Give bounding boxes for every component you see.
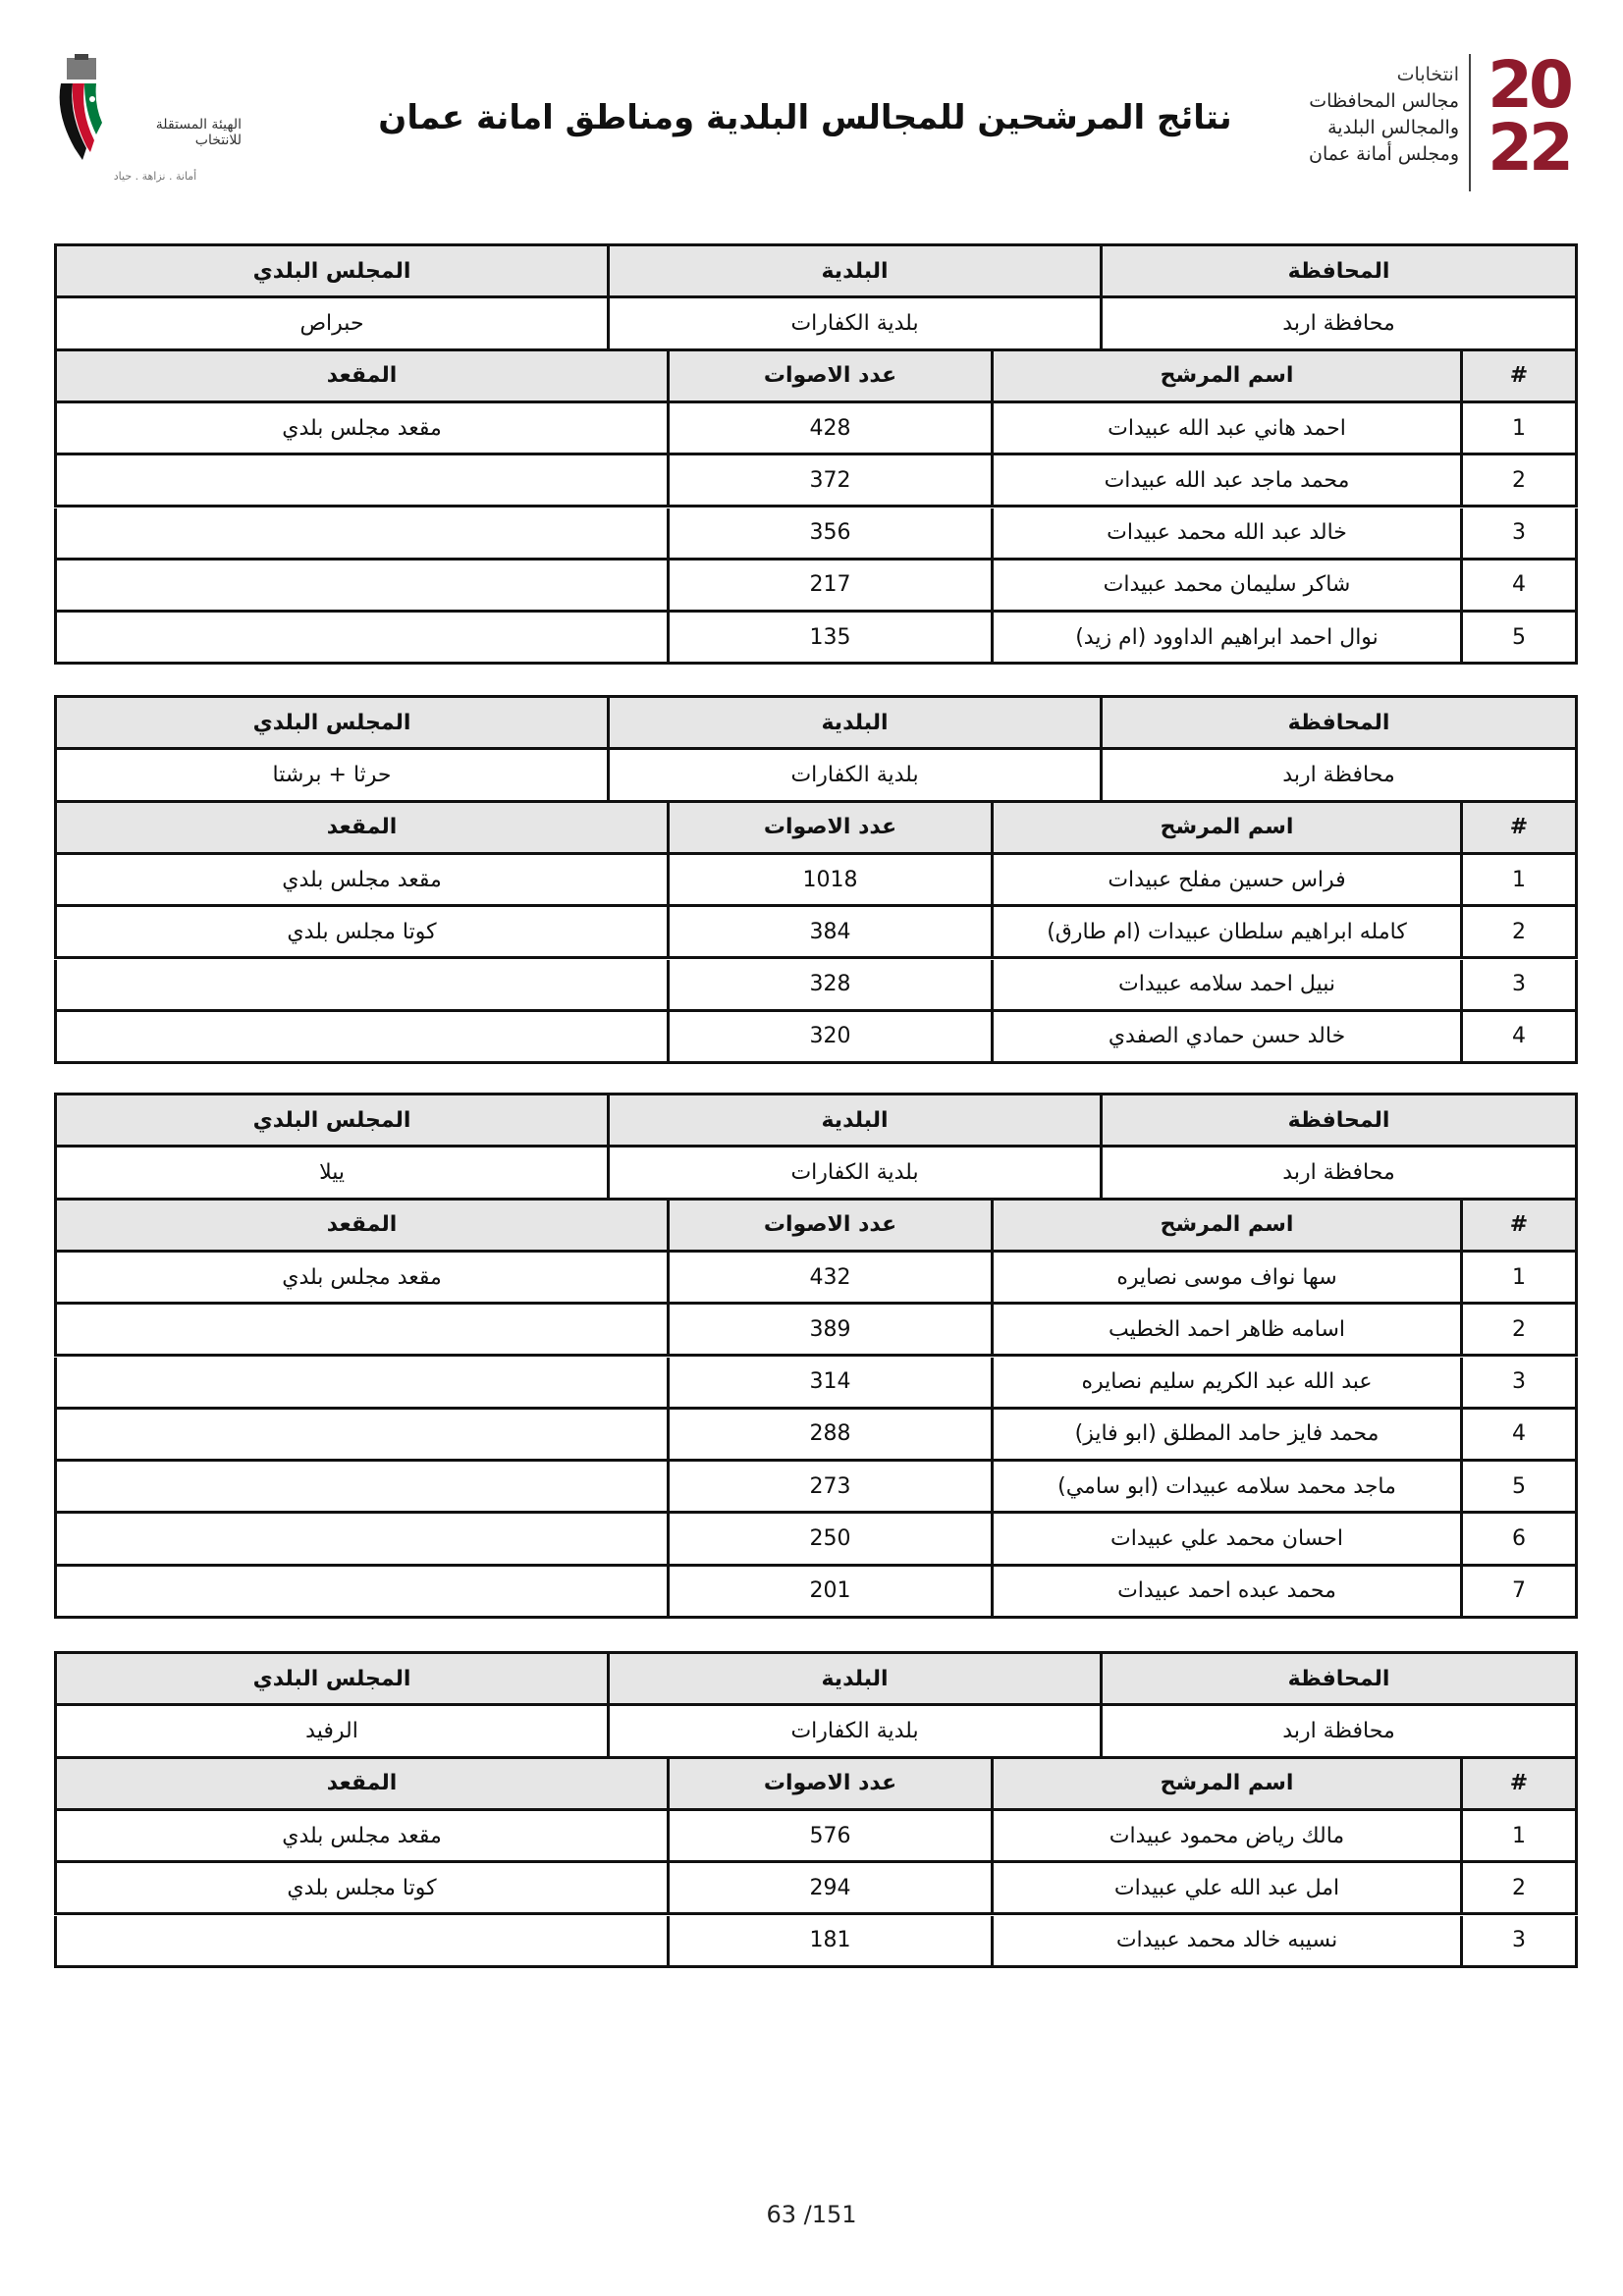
index-cell: 1: [1460, 855, 1575, 904]
candidate-name-cell: اسامه ظاهر احمد الخطيب: [991, 1305, 1460, 1354]
seat-cell: [57, 1916, 667, 1965]
index-cell: 3: [1460, 1358, 1575, 1407]
seat-cell: [57, 1514, 667, 1563]
index-cell: 2: [1460, 455, 1575, 505]
seat-cell: [57, 455, 667, 505]
table-row: [54, 1462, 1578, 1514]
seat-cell: [57, 1410, 667, 1459]
votes-header: عدد الاصوات: [667, 1759, 991, 1808]
table-info-values: [54, 1706, 1578, 1758]
seat-cell: [57, 561, 667, 610]
seat-header: المقعد: [326, 815, 398, 840]
index-cell: 2: [1460, 907, 1575, 956]
table-row: [54, 1305, 1578, 1357]
iec-logo: [53, 54, 249, 191]
municipality-value: بلدية الكفارات: [607, 1148, 1100, 1197]
votes-header: عدد الاصوات: [667, 803, 991, 852]
elections-2022-logo: [1296, 47, 1581, 191]
table-row: [54, 1811, 1578, 1863]
council-value: الرفيد: [305, 1718, 358, 1743]
council-value: حرثا + برشتا: [272, 762, 392, 787]
table-column-header: [54, 351, 1578, 403]
table-column-header: [54, 1201, 1578, 1253]
votes-cell: 314: [667, 1358, 991, 1407]
index-cell: 1: [1460, 1811, 1575, 1860]
candidate-name-cell: ماجد محمد سلامه عبيدات (ابو سامي): [991, 1462, 1460, 1511]
seat-cell: مقعد مجلس بلدي: [282, 867, 442, 892]
index-cell: 4: [1460, 1012, 1575, 1061]
seat-cell: [57, 1358, 667, 1407]
index-header: #: [1460, 1201, 1575, 1250]
table-info-header: [54, 243, 1578, 298]
seat-cell: كوتا مجلس بلدي: [287, 1875, 437, 1900]
index-header: #: [1460, 803, 1575, 852]
candidate-header: اسم المرشح: [991, 1201, 1460, 1250]
candidate-name-cell: خالد عبد الله محمد عبيدات: [991, 508, 1460, 558]
index-cell: 4: [1460, 1410, 1575, 1459]
table-info-header: [54, 1651, 1578, 1706]
votes-cell: 273: [667, 1462, 991, 1511]
votes-cell: 328: [667, 960, 991, 1009]
council-label: المجلس البلدي: [252, 710, 411, 735]
table-row: [54, 1567, 1578, 1619]
candidate-name-cell: محمد عبده احمد عبيدات: [991, 1567, 1460, 1616]
table-column-header: [54, 1759, 1578, 1811]
table-row: [54, 455, 1578, 507]
index-cell: 7: [1460, 1567, 1575, 1616]
elections-caption: انتخابات مجالس المحافظات والمجالس البلدية ومجلس أمانة عمان: [1309, 64, 1459, 165]
table-row: [54, 561, 1578, 613]
table-row: [54, 1253, 1578, 1305]
seat-cell: مقعد مجلس بلدي: [282, 1823, 442, 1848]
municipality-label: البلدية: [607, 1095, 1100, 1145]
table-row: [54, 1514, 1578, 1566]
governorate-label: المحافظة: [1100, 1095, 1575, 1145]
table-row: [54, 508, 1578, 561]
candidate-name-cell: كامله ابراهيم سلطان عبيدات (ام طارق): [991, 907, 1460, 956]
table-row: [54, 1410, 1578, 1462]
iec-motto: أمانة . نزاهة . حياد: [113, 170, 197, 183]
index-cell: 3: [1460, 960, 1575, 1009]
council-label: المجلس البلدي: [252, 1107, 411, 1133]
index-header: #: [1460, 351, 1575, 400]
candidate-name-cell: محمد فايز حامد المطلق (ابو فايز): [991, 1410, 1460, 1459]
council-label: المجلس البلدي: [252, 258, 411, 284]
seat-cell: مقعد مجلس بلدي: [282, 1264, 442, 1290]
index-cell: 6: [1460, 1514, 1575, 1563]
seat-header: المقعد: [326, 1212, 398, 1238]
table-info-values: [54, 298, 1578, 350]
seat-cell: [57, 613, 667, 662]
votes-cell: 135: [667, 613, 991, 662]
index-cell: 5: [1460, 1462, 1575, 1511]
seat-cell: [57, 1012, 667, 1061]
candidate-name-cell: سها نواف موسى نصايره: [991, 1253, 1460, 1302]
candidate-name-cell: خالد حسن حمادي الصفدي: [991, 1012, 1460, 1061]
index-cell: 5: [1460, 613, 1575, 662]
page-number: 63 /151: [766, 2201, 857, 2228]
governorate-value: محافظة اربد: [1100, 750, 1575, 799]
municipality-label: البلدية: [607, 246, 1100, 295]
iec-name: الهيئة المستقلة للانتخاب: [155, 117, 242, 148]
ballot-box-flag-icon: [53, 54, 112, 162]
candidate-header: اسم المرشح: [991, 803, 1460, 852]
candidate-name-cell: احسان محمد علي عبيدات: [991, 1514, 1460, 1563]
year-mark: 20 22: [1488, 47, 1570, 186]
index-cell: 1: [1460, 1253, 1575, 1302]
seat-cell: [57, 1305, 667, 1354]
candidate-name-cell: شاكر سليمان محمد عبيدات: [991, 561, 1460, 610]
table-row: [54, 960, 1578, 1012]
governorate-value: محافظة اربد: [1100, 298, 1575, 347]
index-cell: 2: [1460, 1305, 1575, 1354]
table-row: [54, 855, 1578, 907]
candidate-name-cell: احمد هاني عبد الله عبيدات: [991, 403, 1460, 453]
votes-cell: 428: [667, 403, 991, 453]
governorate-value: محافظة اربد: [1100, 1148, 1575, 1197]
candidate-name-cell: امل عبد الله علي عبيدات: [991, 1863, 1460, 1912]
votes-cell: 372: [667, 455, 991, 505]
votes-cell: 576: [667, 1811, 991, 1860]
candidate-name-cell: فراس حسين مفلح عبيدات: [991, 855, 1460, 904]
index-cell: 1: [1460, 403, 1575, 453]
votes-cell: 181: [667, 1916, 991, 1965]
votes-cell: 217: [667, 561, 991, 610]
votes-cell: 320: [667, 1012, 991, 1061]
council-value: حبراص: [299, 310, 364, 336]
municipality-label: البلدية: [607, 1654, 1100, 1703]
seat-cell: مقعد مجلس بلدي: [282, 415, 442, 441]
votes-header: عدد الاصوات: [667, 351, 991, 400]
council-label: المجلس البلدي: [252, 1666, 411, 1691]
divider: [1469, 54, 1471, 191]
candidate-header: اسم المرشح: [991, 1759, 1460, 1808]
votes-cell: 201: [667, 1567, 991, 1616]
council-value: ييلا: [319, 1159, 345, 1185]
seat-header: المقعد: [326, 1771, 398, 1796]
candidate-name-cell: نسيبه خالد محمد عبيدات: [991, 1916, 1460, 1965]
table-info-values: [54, 1148, 1578, 1200]
votes-cell: 432: [667, 1253, 991, 1302]
candidate-name-cell: محمد ماجد عبد الله عبيدات: [991, 455, 1460, 505]
municipality-label: البلدية: [607, 698, 1100, 747]
governorate-label: المحافظة: [1100, 698, 1575, 747]
seat-cell: [57, 960, 667, 1009]
seat-header: المقعد: [326, 363, 398, 389]
table-row: [54, 907, 1578, 959]
index-header: #: [1460, 1759, 1575, 1808]
index-cell: 2: [1460, 1863, 1575, 1912]
governorate-label: المحافظة: [1100, 1654, 1575, 1703]
page-title: نتائج المرشحين للمجالس البلدية ومناطق امانة عمان: [378, 98, 1232, 137]
table-info-header: [54, 695, 1578, 750]
table-row: [54, 403, 1578, 455]
seat-cell: [57, 1567, 667, 1616]
municipality-value: بلدية الكفارات: [607, 1706, 1100, 1755]
candidate-header: اسم المرشح: [991, 351, 1460, 400]
votes-cell: 294: [667, 1863, 991, 1912]
table-row: [54, 1012, 1578, 1064]
governorate-value: محافظة اربد: [1100, 1706, 1575, 1755]
votes-cell: 356: [667, 508, 991, 558]
seat-cell: كوتا مجلس بلدي: [287, 919, 437, 944]
candidate-name-cell: نبيل احمد سلامه عبيدات: [991, 960, 1460, 1009]
table-row: [54, 1863, 1578, 1915]
votes-header: عدد الاصوات: [667, 1201, 991, 1250]
candidate-name-cell: مالك رياض محمود عبيدات: [991, 1811, 1460, 1860]
table-column-header: [54, 803, 1578, 855]
candidate-name-cell: نوال احمد ابراهيم الداوود (ام زيد): [991, 613, 1460, 662]
votes-cell: 384: [667, 907, 991, 956]
candidate-name-cell: عبد الله عبد الكريم سليم نصايره: [991, 1358, 1460, 1407]
table-row: [54, 1916, 1578, 1968]
votes-cell: 1018: [667, 855, 991, 904]
index-cell: 3: [1460, 508, 1575, 558]
votes-cell: 389: [667, 1305, 991, 1354]
municipality-value: بلدية الكفارات: [607, 750, 1100, 799]
municipality-value: بلدية الكفارات: [607, 298, 1100, 347]
governorate-label: المحافظة: [1100, 246, 1575, 295]
seat-cell: [57, 508, 667, 558]
index-cell: 3: [1460, 1916, 1575, 1965]
seat-cell: [57, 1462, 667, 1511]
votes-cell: 250: [667, 1514, 991, 1563]
table-row: [54, 613, 1578, 665]
votes-cell: 288: [667, 1410, 991, 1459]
index-cell: 4: [1460, 561, 1575, 610]
table-info-header: [54, 1093, 1578, 1148]
table-info-values: [54, 750, 1578, 802]
table-row: [54, 1358, 1578, 1410]
